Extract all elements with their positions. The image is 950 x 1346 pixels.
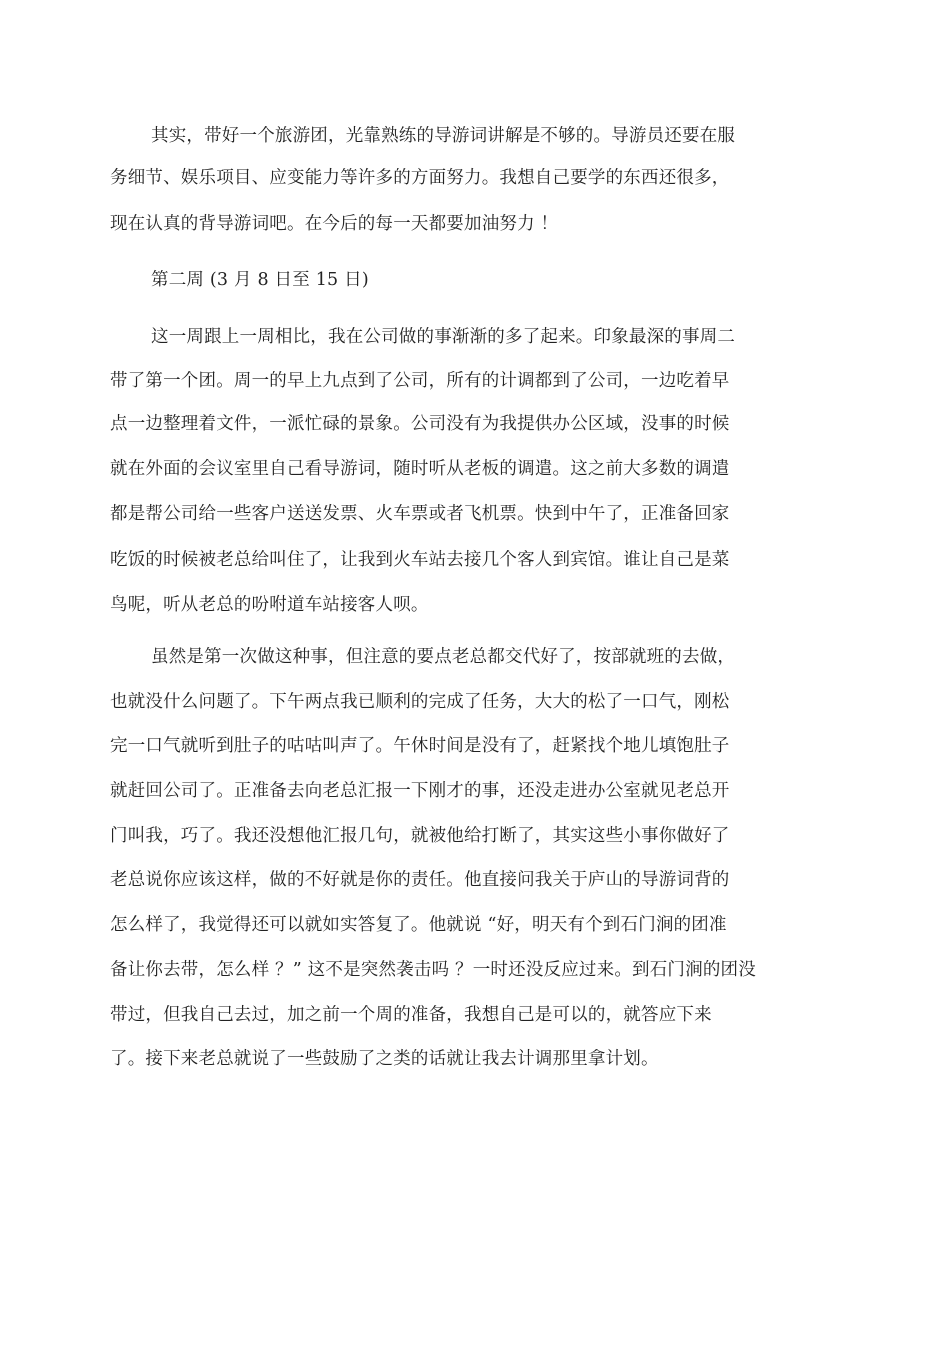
paragraph-4-line-9: 带过，但我自己去过，加之前一个周的准备，我想自己是可以的，就答应下来 xyxy=(110,1005,712,1025)
paragraph-4-line-8: 备让你去带，怎么样 ？” 这不是突然袭击吗 ？一时还没反应过来。到石门涧的团没 xyxy=(110,960,756,980)
paragraph-4-line-6: 老总说你应该这样，做的不好就是你的责任。他直接问我关于庐山的导游词背的 xyxy=(110,870,730,890)
paragraph-4-line-5: 门叫我，巧了。我还没想他汇报几句，就被他给打断了，其实这些小事你做好了 xyxy=(110,826,730,846)
paragraph-4-line-2: 也就没什么问题了。下午两点我已顺利的完成了任务，大大的松了一口气，刚松 xyxy=(110,692,730,712)
paragraph-4-line-7: 怎么样了，我觉得还可以就如实答复了。他就说 “好，明天有个到石门涧的团准 xyxy=(110,915,727,935)
paragraph-3-line-1: 这一周跟上一周相比，我在公司做的事渐渐的多了起来。印象最深的事周二 xyxy=(151,327,736,347)
paragraph-3-line-7: 鸟呢，听从老总的吩咐道车站接客人呗。 xyxy=(110,595,429,615)
paragraph-1-line-2: 务细节、娱乐项目、应变能力等许多的方面努力。我想自己要学的东西还很多， xyxy=(110,168,730,188)
paragraph-1-line-1: 其实，带好一个旅游团，光靠熟练的导游词讲解是不够的。导游员还要在服 xyxy=(151,126,736,146)
paragraph-3-line-4: 就在外面的会议室里自己看导游词，随时听从老板的调遣。这之前大多数的调遣 xyxy=(110,459,730,479)
paragraph-4-line-3: 完一口气就听到肚子的咕咕叫声了。午休时间是没有了，赶紧找个地儿填饱肚子 xyxy=(110,736,730,756)
paragraph-4-line-1: 虽然是第一次做这种事，但注意的要点老总都交代好了，按部就班的去做， xyxy=(151,647,736,667)
section-heading-week-two: 第二周 (3 月 8 日至 15 日) xyxy=(151,270,369,290)
paragraph-3-line-2: 带了第一个团。周一的早上九点到了公司，所有的计调都到了公司，一边吃着早 xyxy=(110,371,730,391)
paragraph-4-line-4: 就赶回公司了。正准备去向老总汇报一下刚才的事，还没走进办公室就见老总开 xyxy=(110,781,730,801)
paragraph-3-line-6: 吃饭的时候被老总给叫住了，让我到火车站去接几个客人到宾馆。谁让自己是菜 xyxy=(110,550,730,570)
paragraph-1-line-3: 现在认真的背导游词吧。在今后的每一天都要加油努力 ！ xyxy=(110,214,559,234)
paragraph-3-line-5: 都是帮公司给一些客户送送发票、火车票或者飞机票。快到中午了，正准备回家 xyxy=(110,504,730,524)
paragraph-3-line-3: 点一边整理着文件，一派忙碌的景象。公司没有为我提供办公区域，没事的时候 xyxy=(110,414,730,434)
paragraph-4-line-10: 了。接下来老总就说了一些鼓励了之类的话就让我去计调那里拿计划。 xyxy=(110,1049,659,1069)
